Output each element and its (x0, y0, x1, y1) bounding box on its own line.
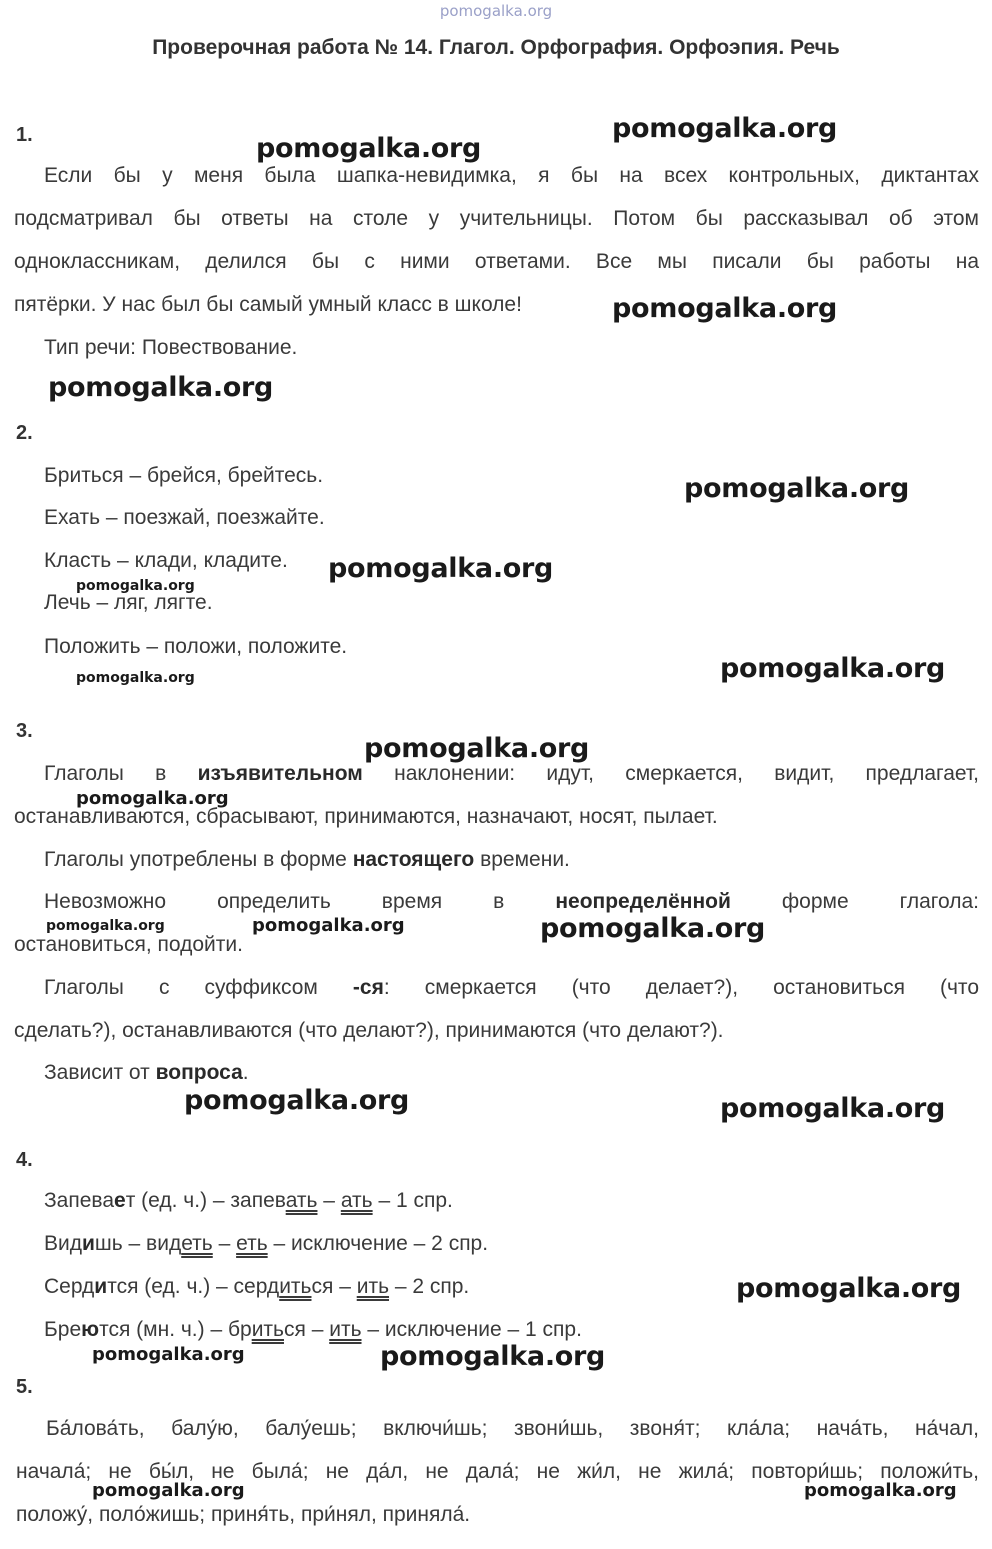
watermark: pomogalka.org (256, 133, 482, 164)
task-3-number: 3. (16, 720, 33, 742)
watermark: pomogalka.org (364, 733, 590, 764)
task-5-line-3: положу́, поло́жишь; приня́ть, при́нял, приняла́. (16, 1503, 471, 1526)
task-2-line-4: Лечь – ляг, лягте. (44, 591, 213, 614)
watermark: pomogalka.org (612, 113, 838, 144)
task-3-p4-line-1: Глаголы с суффиксом -ся: смеркается (что делает?), остановиться (что (44, 976, 979, 999)
watermark: pomogalka.org (48, 372, 274, 403)
task-3-p5: Зависит от вопроса. (44, 1061, 249, 1084)
task-4-row-1: Запевает (ед. ч.) – запевать – ать – 1 спр. (44, 1189, 453, 1212)
task-1-line-2: подсматривал бы ответы на столе у учительницы. Потом бы рассказывал об этом (14, 207, 979, 230)
watermark-small: pomogalka.org (76, 788, 229, 809)
task-3-p4-line-2: сделать?), останавливаются (что делают?), принимаются (что делают?). (14, 1019, 724, 1042)
watermark: pomogalka.org (720, 1093, 946, 1124)
watermark: pomogalka.org (380, 1341, 606, 1372)
task-2-line-1: Бриться – брейся, брейтесь. (44, 464, 324, 487)
watermark-small: pomogalka.org (76, 578, 195, 594)
task-3-p1-line-1: Глаголы в изъявительном наклонении: идут, смеркается, видит, предлагает, (44, 762, 979, 785)
task-1-line-3: одноклассникам, делился бы с ними ответами. Все мы писали бы работы на (14, 250, 979, 273)
watermark-small: pomogalka.org (92, 1344, 245, 1365)
task-3-p3-line-2: остановиться, подойти. (14, 933, 243, 956)
task-4-row-2: Видишь – видеть – еть – исключение – 2 спр. (44, 1232, 489, 1255)
task-2-line-3: Класть – клади, кладите. (44, 549, 288, 572)
watermark: pomogalka.org (328, 553, 554, 584)
watermark-small: pomogalka.org (76, 670, 195, 686)
task-1-line-4: пятёрки. У нас был бы самый умный класс в школе! (14, 293, 522, 316)
task-5-number: 5. (16, 1376, 33, 1398)
task-5-line-1: Ба́лова́ть, балу́ю, балу́ешь; включи́шь; звони́шь, звоня́т; кла́ла; нача́ть, на́чал, (46, 1417, 979, 1440)
task-2-line-5: Положить – положи, положите. (44, 635, 348, 658)
watermark-small: pomogalka.org (46, 918, 165, 934)
task-2-number: 2. (16, 422, 33, 444)
watermark: pomogalka.org (720, 653, 946, 684)
task-4-number: 4. (16, 1149, 33, 1171)
task-4-row-3: Сердится (ед. ч.) – сердиться – ить – 2 спр. (44, 1275, 470, 1298)
task-3-p2: Глаголы употреблены в форме настоящего времени. (44, 848, 570, 871)
task-3-p3-line-1: Невозможно определить время в неопределённой форме глагола: (44, 890, 979, 913)
watermark: pomogalka.org (612, 293, 838, 324)
watermark: pomogalka.org (184, 1085, 410, 1116)
watermark-small: pomogalka.org (252, 915, 405, 936)
watermark-small: pomogalka.org (92, 1480, 245, 1501)
task-2-line-2: Ехать – поезжай, поезжайте. (44, 506, 325, 529)
watermark: pomogalka.org (540, 913, 766, 944)
task-4-row-4: Бреются (мн. ч.) – бриться – ить – исключение – 1 спр. (44, 1318, 582, 1341)
top-watermark: pomogalka.org (439, 2, 553, 20)
task-5-line-2: начала́; не бы́л, не была́; не да́л, не дала́; не жи́л, не жила́; повтори́шь; положи́ть, (16, 1460, 979, 1483)
watermark: pomogalka.org (736, 1273, 962, 1304)
watermark-small: pomogalka.org (804, 1480, 957, 1501)
task-1-number: 1. (16, 124, 33, 146)
speech-type: Тип речи: Повествование. (44, 336, 298, 359)
page-title: Проверочная работа № 14. Глагол. Орфография. Орфоэпия. Речь (152, 36, 840, 59)
task-1-line-1: Если бы у меня была шапка-невидимка, я бы на всех контрольных, диктантах (44, 164, 979, 187)
task-3-p1-line-2: останавливаются, сбрасывают, принимаются, назначают, носят, пылает. (14, 805, 718, 828)
watermark: pomogalka.org (684, 473, 910, 504)
